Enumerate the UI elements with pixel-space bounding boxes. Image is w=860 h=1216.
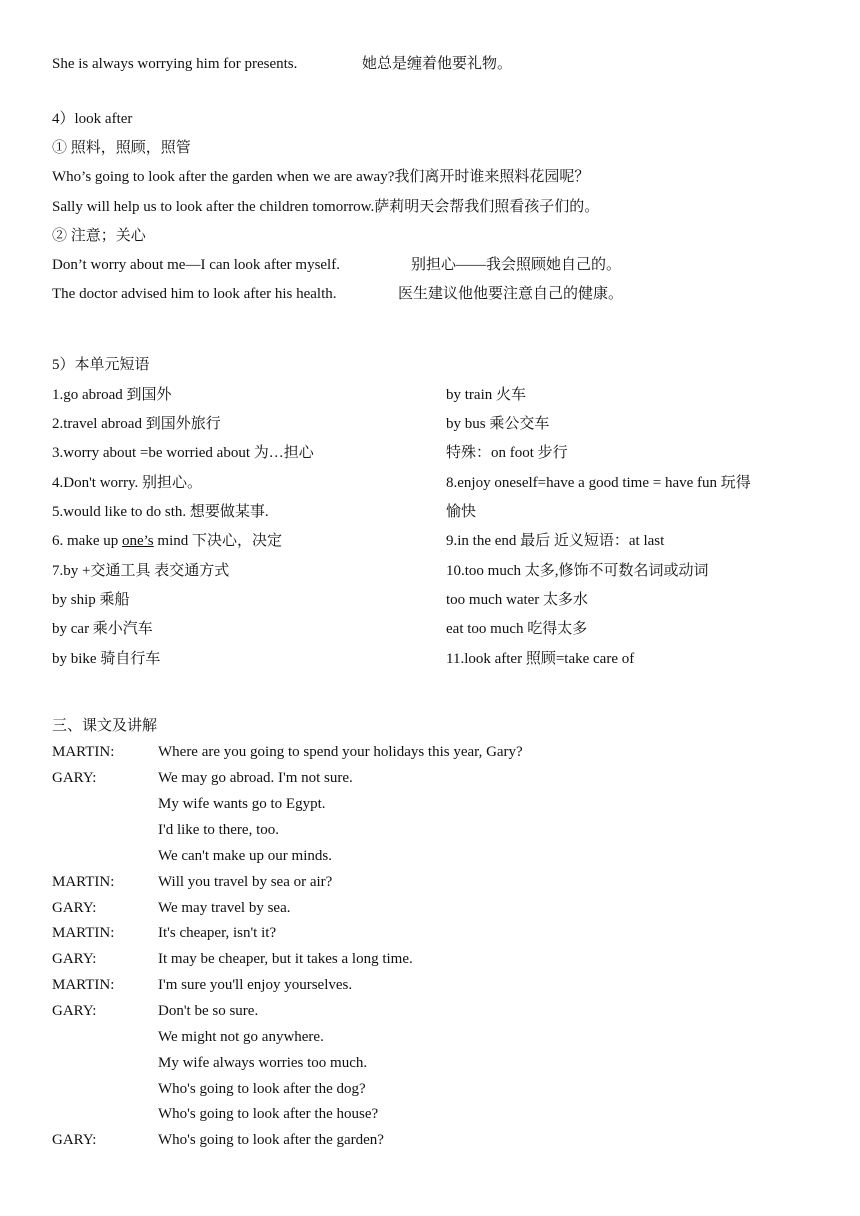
phrase-right-7: 10.too much 太多,修饰不可数名词或动词 [446, 563, 709, 579]
dialogue-line: My wife wants go to Egypt. [158, 796, 326, 812]
phrase-6-prefix: 6. make up [52, 533, 122, 549]
dialogue-line: We might not go anywhere. [158, 1029, 324, 1045]
phrase-right-2: by bus 乘公交车 [446, 416, 550, 432]
phrase-left-5: 5.would like to do sth. 想要做某事. [52, 504, 269, 520]
look-after-example-3-en: Don’t worry about me—I can look after myself. [52, 257, 340, 273]
phrase-right-3: 特殊：on foot 步行 [446, 445, 568, 461]
phrase-left-1: 1.go abroad 到国外 [52, 387, 172, 403]
dialogue-line: We may go abroad. I'm not sure. [158, 770, 353, 786]
look-after-example-3-zh: 别担心——我会照顾她自己的。 [411, 257, 622, 273]
phrase-left-4: 4.Don't worry. 别担心。 [52, 475, 203, 491]
phrase-left-6 [52, 531, 282, 551]
look-after-example-1: Who’s going to look after the garden when we are away?我们离开时谁来照料花园呢？ [52, 169, 590, 185]
dialogue-line: I'm sure you'll enjoy yourselves. [158, 977, 353, 993]
look-after-sense-2: ② 注意；关心 [52, 228, 146, 244]
dialogue-line: We can't make up our minds. [158, 848, 332, 864]
dialogue-line: Will you travel by sea or air? [158, 874, 333, 890]
dialogue-speaker: GARY: [52, 1132, 97, 1148]
phrase-6-underlined: one’s [121, 533, 154, 549]
phrase-left-10: by bike 骑自行车 [52, 651, 161, 667]
phrase-right-5: 愉快 [446, 504, 477, 520]
look-after-example-2: Sally will help us to look after the children tomorrow.萨莉明天会帮我们照看孩子们的。 [52, 199, 600, 215]
phrase-right-9: eat too much 吃得太多 [446, 621, 588, 637]
intro-example-en: She is always worrying him for presents. [52, 56, 298, 72]
dialogue-line: Don't be so sure. [158, 1003, 259, 1019]
look-after-heading: 4）look after [52, 111, 133, 127]
phrase-right-4: 8.enjoy oneself=have a good time = have fun 玩得 [446, 475, 751, 491]
dialogue-speaker: MARTIN: [52, 874, 115, 890]
phrase-right-6: 9.in the end 最后 近义短语：at last [446, 533, 665, 549]
look-after-sense-1: ① 照料，照顾，照管 [52, 140, 191, 156]
dialogue-speaker: GARY: [52, 900, 97, 916]
dialogue-speaker: MARTIN: [52, 925, 115, 941]
phrase-left-9: by car 乘小汽车 [52, 621, 153, 637]
phrase-left-2: 2.travel abroad 到国外旅行 [52, 416, 221, 432]
dialogue-line: We may travel by sea. [158, 900, 291, 916]
phrase-right-1: by train 火车 [446, 387, 526, 403]
dialogue-line: Who's going to look after the garden? [158, 1132, 384, 1148]
intro-example-zh: 她总是缠着他要礼物。 [362, 56, 513, 72]
phrase-left-3: 3.worry about =be worried about 为…担心 [52, 445, 314, 461]
dialogue-line: My wife always worries too much. [158, 1055, 368, 1071]
look-after-example-4-en: The doctor advised him to look after his health. [52, 286, 337, 302]
phrase-left-8: by ship 乘船 [52, 592, 130, 608]
dialogue-line: It may be cheaper, but it takes a long time. [158, 951, 413, 967]
text-heading: 三、课文及讲解 [52, 718, 158, 734]
dialogue-line: Who's going to look after the house? [158, 1106, 379, 1122]
phrase-left-7: 7.by +交通工具 表交通方式 [52, 563, 230, 579]
look-after-example-4-zh: 医生建议他他要注意自己的健康。 [398, 286, 624, 302]
dialogue-speaker: MARTIN: [52, 744, 115, 760]
dialogue-line: I'd like to there, too. [158, 822, 280, 838]
dialogue-speaker: GARY: [52, 1003, 97, 1019]
phrase-right-8: too much water 太多水 [446, 592, 589, 608]
phrases-heading: 5）本单元短语 [52, 357, 150, 373]
dialogue-line: Who's going to look after the dog? [158, 1081, 366, 1097]
phrase-right-10: 11.look after 照顾=take care of [446, 651, 635, 667]
dialogue-speaker: GARY: [52, 770, 97, 786]
dialogue-speaker: MARTIN: [52, 977, 115, 993]
dialogue-line: It's cheaper, isn't it? [158, 925, 277, 941]
dialogue-speaker: GARY: [52, 951, 97, 967]
phrase-6-suffix: mind 下决心，决定 [153, 533, 282, 549]
dialogue-line: Where are you going to spend your holidays this year, Gary? [158, 744, 523, 760]
